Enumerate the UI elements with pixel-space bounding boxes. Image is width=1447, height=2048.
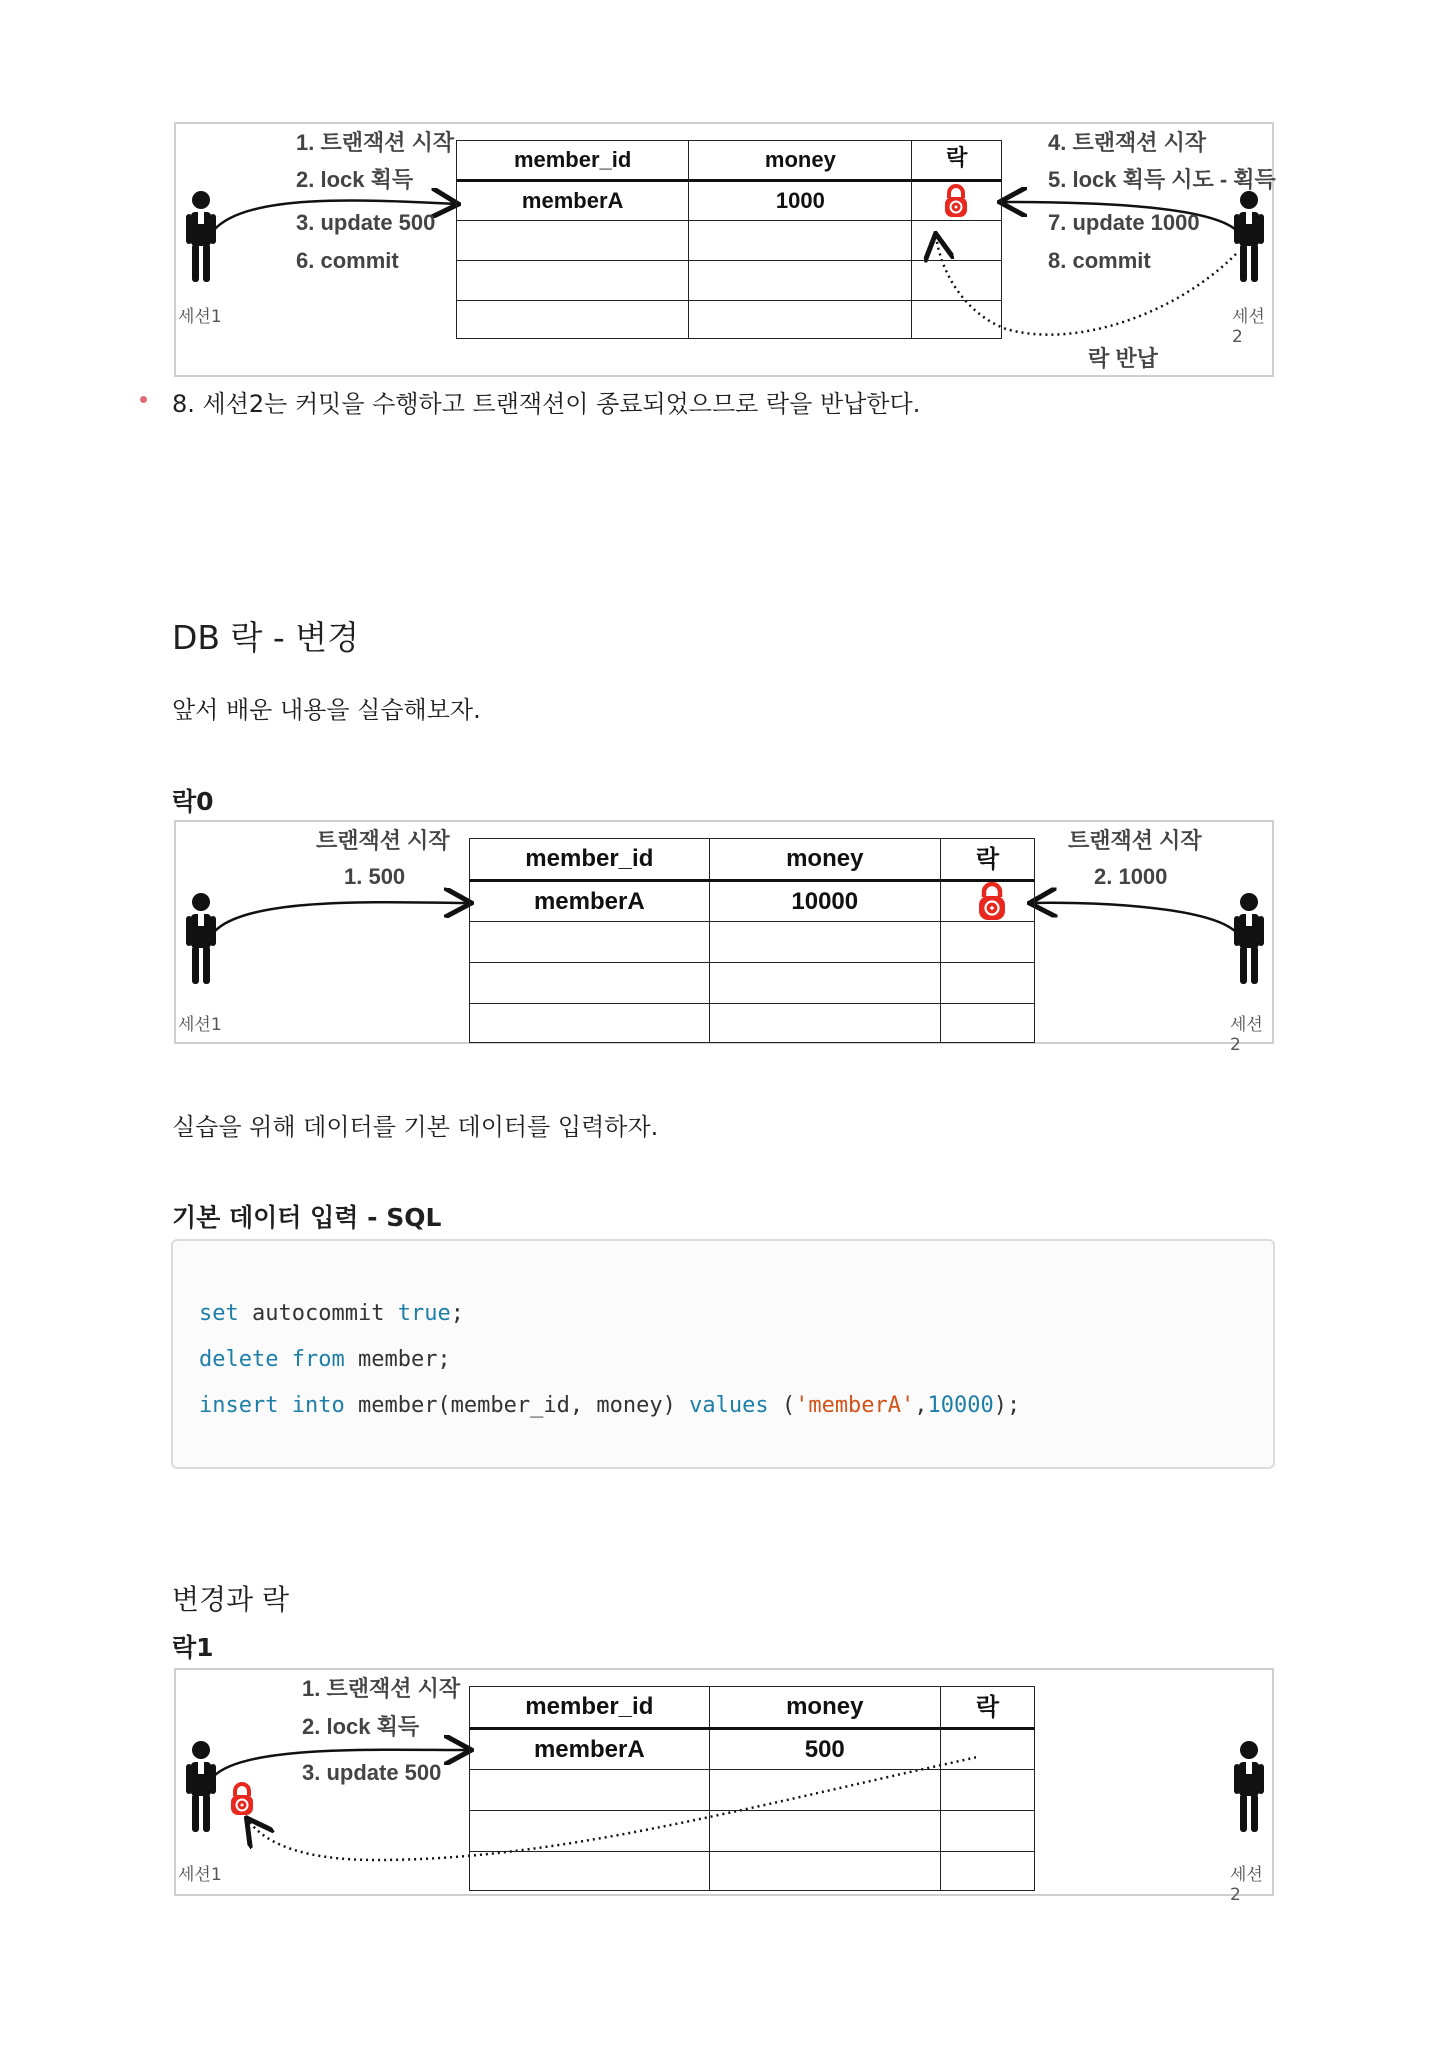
table-cell: memberA [457,181,689,221]
session2-label: 세션2 [1230,1865,1263,1905]
change-title: 변경과 락 [172,1583,290,1616]
member-table [456,140,1002,339]
table-cell [940,1729,1034,1770]
figure-lock1 [174,1668,1274,1905]
table-cell: memberA [470,881,710,922]
table-cell: 1000 [689,181,912,221]
column-header: money [689,141,912,181]
figure-lock-return [174,122,1274,377]
step-label: 4. 트랜잭션 시작 [1048,130,1207,155]
bullet-text: 8. 세션2는 커밋을 수행하고 트랜잭션이 종료되었으므로 락을 반납한다. [172,390,921,418]
step-label: 3. update 500 [296,210,436,235]
code-line: insert into member(member_id, money) values ('memberA',10000); [199,1393,1021,1418]
column-header: money [709,1687,940,1729]
table-row [457,221,1002,261]
table-row [457,301,1002,339]
sql-title: 기본 데이터 입력 - SQL [172,1203,442,1232]
step-label: 1. 500 [344,864,406,889]
data-paragraph: 실습을 위해 데이터를 기본 데이터를 입력하자. [172,1113,659,1141]
column-header: member_id [457,141,689,181]
step-label: 2. lock 획득 [302,1714,420,1739]
table-cell [940,881,1034,922]
bullet-icon [140,396,147,403]
code-line: set autocommit true; [199,1301,464,1326]
code-line: delete from member; [199,1347,451,1372]
person-icon [186,191,216,282]
table-row [470,1004,1035,1043]
sql-code [199,1291,1020,1429]
step-label: 2. lock 획득 [296,167,414,192]
person-icon [1234,1741,1264,1832]
column-header: member_id [470,839,710,881]
session1-label: 세션1 [178,307,222,327]
table-row [470,881,1035,922]
lock1-title: 락1 [172,1633,214,1662]
table-row [470,922,1035,963]
lock-icon [231,1784,253,1815]
table-cell: memberA [470,1729,710,1770]
section-title: DB 락 - 변경 [172,618,360,657]
session2-label: 세션2 [1230,1015,1263,1055]
lock-return-label: 락 반납 [1088,346,1158,371]
step-label: 6. commit [296,248,399,273]
step-label: 1. 트랜잭션 시작 [302,1676,461,1701]
person-icon [1234,893,1264,984]
session1-label: 세션1 [178,1015,222,1035]
table-row [470,1852,1035,1891]
step-label: 2. 1000 [1094,864,1168,889]
step-label: 7. update 1000 [1048,210,1200,235]
column-header: 락 [940,839,1034,881]
step-label: 트랜잭션 시작 [316,828,450,853]
table-row [470,1770,1035,1811]
sql-code-block [171,1239,1275,1469]
table-cell [912,181,1002,221]
figure-lock0 [174,820,1274,1055]
session1-label: 세션1 [178,1865,222,1885]
step-label: 8. commit [1048,248,1151,273]
step-label: 1. 트랜잭션 시작 [296,130,455,155]
table-cell: 10000 [709,881,940,922]
column-header: 락 [940,1687,1034,1729]
table-row [470,1811,1035,1852]
step-label: 3. update 500 [302,1760,442,1785]
table-row [470,963,1035,1004]
lock0-title: 락0 [172,787,214,816]
member-table [469,838,1035,1043]
column-header: 락 [912,141,1002,181]
table-row [470,1729,1035,1770]
session2-label: 세션2 [1232,307,1265,347]
member-table [469,1686,1035,1891]
table-row [457,181,1002,221]
person-icon [186,1741,216,1832]
table-row [457,261,1002,301]
table-cell: 500 [709,1729,940,1770]
column-header: money [709,839,940,881]
person-icon [186,893,216,984]
step-label: 트랜잭션 시작 [1068,828,1202,853]
column-header: member_id [470,1687,710,1729]
person-icon [1234,191,1264,282]
intro-paragraph: 앞서 배운 내용을 실습해보자. [172,696,481,724]
step-label: 5. lock 획득 시도 - 획득 [1048,167,1276,192]
